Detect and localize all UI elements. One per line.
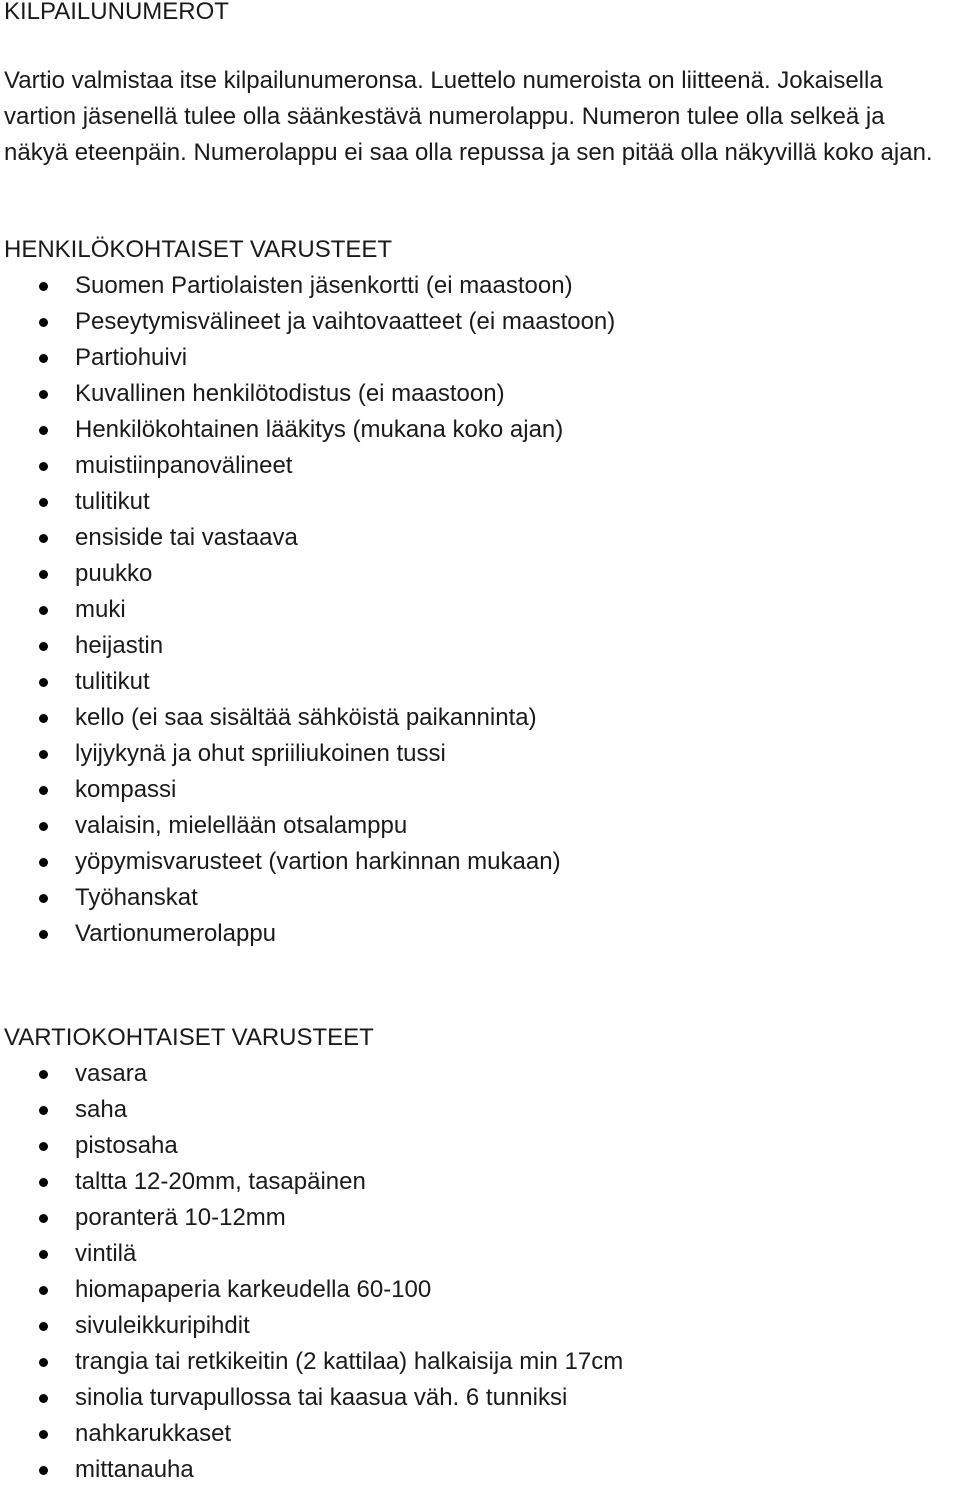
list-item xyxy=(0,736,615,772)
bullet-icon xyxy=(39,894,48,903)
list-item xyxy=(0,664,615,700)
list-item-text: taltta 12-20mm, tasapäinen xyxy=(75,1168,366,1195)
list-item-text: muki xyxy=(75,596,126,623)
list-item xyxy=(0,1380,623,1416)
bullet-icon xyxy=(39,1250,48,1259)
list-item-text: ensiside tai vastaava xyxy=(75,524,298,551)
list-item xyxy=(0,520,615,556)
list-item-text: Suomen Partiolaisten jäsenkortti (ei maastoon) xyxy=(75,272,573,299)
bullet-icon xyxy=(39,426,48,435)
list-item xyxy=(0,700,615,736)
list-item xyxy=(0,1200,623,1236)
bullet-icon xyxy=(39,930,48,939)
section-heading-henkilokohtaiset: HENKILÖKOHTAISET VARUSTEET xyxy=(4,236,393,263)
list-item-text: valaisin, mielellään otsalamppu xyxy=(75,812,408,839)
bullet-icon xyxy=(39,318,48,327)
list-item xyxy=(0,1344,623,1380)
list-item xyxy=(0,628,615,664)
personal-equipment-list xyxy=(0,268,615,952)
bullet-icon xyxy=(39,1142,48,1151)
list-item xyxy=(0,1164,623,1200)
list-item-text: mittanauha xyxy=(75,1456,194,1483)
list-item-text: vasara xyxy=(75,1060,148,1087)
bullet-icon xyxy=(39,822,48,831)
list-item-text: hiomapaperia karkeudella 60-100 xyxy=(75,1276,432,1303)
bullet-icon xyxy=(39,1430,48,1439)
bullet-icon xyxy=(39,1358,48,1367)
bullet-icon xyxy=(39,1106,48,1115)
list-item xyxy=(0,304,615,340)
bullet-icon xyxy=(39,1322,48,1331)
bullet-icon xyxy=(39,714,48,723)
list-item xyxy=(0,1308,623,1344)
list-item xyxy=(0,1272,623,1308)
bullet-icon xyxy=(39,678,48,687)
bullet-icon xyxy=(39,1070,48,1079)
list-item xyxy=(0,376,615,412)
list-item-text: sivuleikkuripihdit xyxy=(75,1312,250,1339)
bullet-icon xyxy=(39,1214,48,1223)
list-item xyxy=(0,844,615,880)
list-item-text: vintilä xyxy=(75,1240,137,1267)
list-item xyxy=(0,1416,623,1452)
list-item xyxy=(0,1056,623,1092)
list-item xyxy=(0,1092,623,1128)
list-item xyxy=(0,484,615,520)
list-item-text: Työhanskat xyxy=(75,884,198,911)
list-item-text: Henkilökohtainen lääkitys (mukana koko ajan) xyxy=(75,416,564,443)
list-item-text: tulitikut xyxy=(75,668,150,695)
bullet-icon xyxy=(39,498,48,507)
list-item-text: tulitikut xyxy=(75,488,150,515)
list-item-text: trangia tai retkikeitin (2 kattilaa) halkaisija min 17cm xyxy=(75,1348,624,1375)
bullet-icon xyxy=(39,282,48,291)
bullet-icon xyxy=(39,570,48,579)
list-item xyxy=(0,1128,623,1164)
list-item xyxy=(0,340,615,376)
list-item xyxy=(0,412,615,448)
bullet-icon xyxy=(39,534,48,543)
bullet-icon xyxy=(39,1394,48,1403)
bullet-icon xyxy=(39,1178,48,1187)
list-item xyxy=(0,772,615,808)
list-item xyxy=(0,592,615,628)
list-item-text: Peseytymisvälineet ja vaihtovaatteet (ei maastoon) xyxy=(75,308,616,335)
bullet-icon xyxy=(39,750,48,759)
list-item-text: pistosaha xyxy=(75,1132,178,1159)
bullet-icon xyxy=(39,1286,48,1295)
list-item xyxy=(0,448,615,484)
list-item-text: Partiohuivi xyxy=(75,344,188,371)
list-item-text: Kuvallinen henkilötodistus (ei maastoon) xyxy=(75,380,505,407)
bullet-icon xyxy=(39,354,48,363)
list-item xyxy=(0,1236,623,1272)
section-heading-kilpailunumerot: KILPAILUNUMEROT xyxy=(4,0,229,25)
bullet-icon xyxy=(39,642,48,651)
list-item xyxy=(0,268,615,304)
bullet-icon xyxy=(39,858,48,867)
list-item-text: sinolia turvapullossa tai kaasua väh. 6 tunniksi xyxy=(75,1384,568,1411)
list-item xyxy=(0,916,615,952)
section-heading-vartiokohtaiset: VARTIOKOHTAISET VARUSTEET xyxy=(4,1024,374,1051)
list-item-text: saha xyxy=(75,1096,128,1123)
list-item xyxy=(0,808,615,844)
bullet-icon xyxy=(39,1466,48,1475)
list-item-text: heijastin xyxy=(75,632,164,659)
list-item-text: poranterä 10-12mm xyxy=(75,1204,286,1231)
list-item xyxy=(0,880,615,916)
bullet-icon xyxy=(39,786,48,795)
list-item-text: Vartionumerolappu xyxy=(75,920,277,947)
list-item xyxy=(0,556,615,592)
numbers-paragraph: Vartio valmistaa itse kilpailunumeronsa. Luettelo numeroista on liitteenä. Jokaisella vartion jäsenellä tulee olla säänkestävä numerolappu. Numeron tulee olla selkeä ja näkyä eteenpäin. Numerolappu ei saa olla repussa ja sen pitää olla näkyvillä koko ajan. xyxy=(4,67,933,166)
list-item-text: kello (ei saa sisältää sähköistä paikanninta) xyxy=(75,704,537,731)
patrol-equipment-list xyxy=(0,1056,623,1488)
list-item xyxy=(0,1452,623,1488)
list-item-text: muistiinpanovälineet xyxy=(75,452,293,479)
bullet-icon xyxy=(39,606,48,615)
list-item-text: nahkarukkaset xyxy=(75,1420,232,1447)
list-item-text: yöpymisvarusteet (vartion harkinnan mukaan) xyxy=(75,848,561,875)
bullet-icon xyxy=(39,390,48,399)
bullet-icon xyxy=(39,462,48,471)
list-item-text: kompassi xyxy=(75,776,177,803)
list-item-text: lyijykynä ja ohut spriiliukoinen tussi xyxy=(75,740,446,767)
list-item-text: puukko xyxy=(75,560,153,587)
